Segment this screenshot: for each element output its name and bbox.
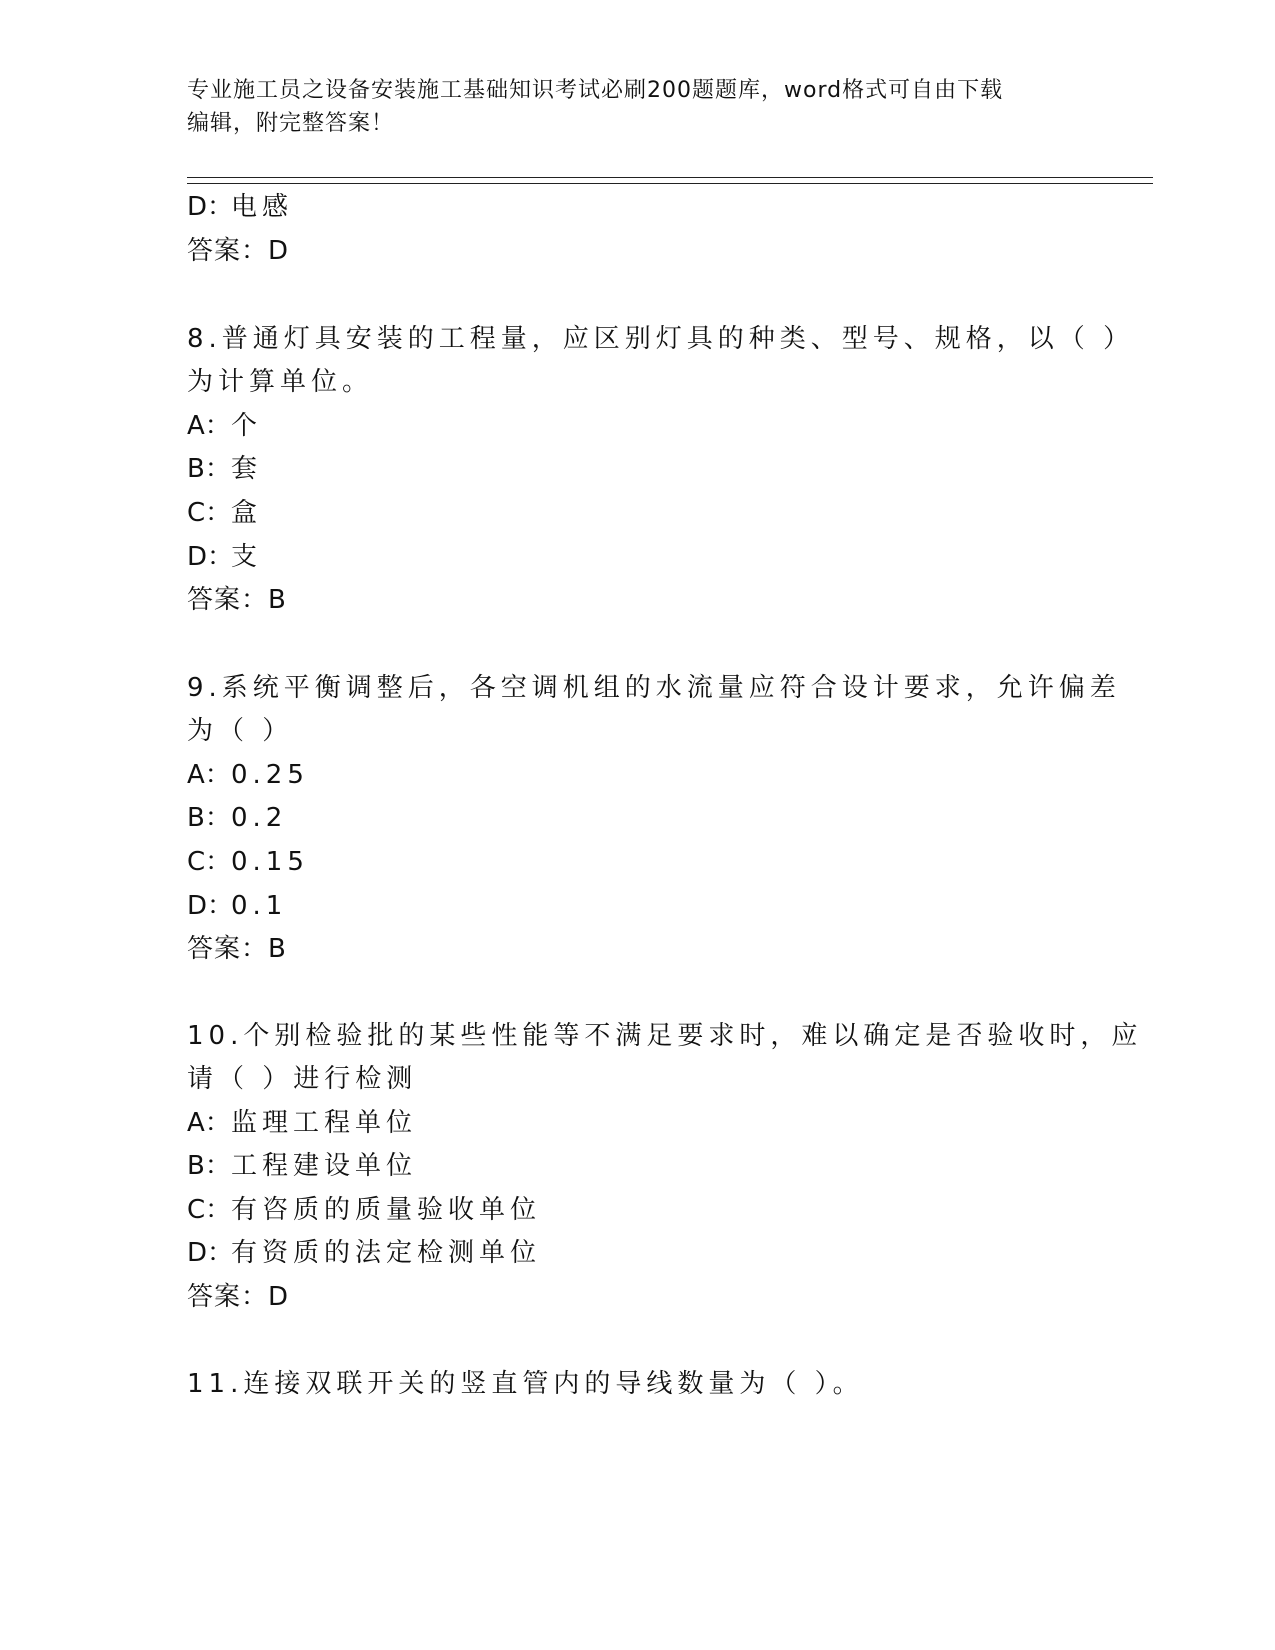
question-10-answer: 答案：D — [187, 1282, 290, 1312]
option-text: 电感 — [231, 192, 294, 222]
header-double-rule — [187, 177, 1153, 184]
option-text: 监理工程单位 — [231, 1108, 418, 1138]
option-text: 有资质的法定检测单位 — [231, 1238, 542, 1268]
question-8-option-d — [187, 536, 262, 573]
question-10-stem-line-2: 请（ ）进行检测 — [187, 1064, 418, 1094]
question-8-stem-line-2: 为计算单位。 — [187, 367, 374, 397]
option-letter: B： — [187, 803, 231, 833]
question-9-option-a — [187, 754, 309, 791]
option-letter: A： — [187, 1108, 231, 1138]
question-9-option-c — [187, 841, 309, 878]
option-text: 盒 — [231, 498, 263, 528]
option-letter: D： — [187, 891, 234, 921]
option-text: 0.2 — [231, 803, 288, 833]
option-text: 工程建设单位 — [231, 1151, 418, 1181]
question-8-stem-line-1: 8.普通灯具安装的工程量，应区别灯具的种类、型号、规格，以（ ） — [187, 324, 1135, 354]
option-letter: A： — [187, 411, 231, 441]
question-11-stem-line-1: 11.连接双联开关的竖直管内的导线数量为（ ）。 — [187, 1369, 864, 1399]
option-letter: A： — [187, 760, 231, 790]
option-text: 0.25 — [231, 760, 309, 790]
header-title-line-2: 编辑，附完整答案！ — [187, 111, 395, 136]
option-letter: B： — [187, 1151, 231, 1181]
option-letter: D： — [187, 542, 234, 572]
option-text: 0.1 — [231, 891, 288, 921]
question-10-option-b — [187, 1145, 417, 1182]
question-10-stem-line-1: 10.个别检验批的某些性能等不满足要求时，难以确定是否验收时，应 — [187, 1021, 1143, 1051]
option-text: 个 — [231, 411, 263, 441]
option-letter: C： — [187, 498, 232, 528]
question-10-option-c — [187, 1189, 541, 1226]
question-9-stem-line-2: 为（ ） — [187, 716, 294, 746]
option-text: 套 — [231, 454, 263, 484]
option-letter: B： — [187, 454, 231, 484]
question-7-answer: 答案：D — [187, 236, 290, 266]
option-letter: C： — [187, 1195, 232, 1225]
option-text: 支 — [231, 542, 263, 572]
question-8-answer: 答案：B — [187, 585, 287, 615]
question-9-stem-line-1: 9.系统平衡调整后，各空调机组的水流量应符合设计要求，允许偏差 — [187, 673, 1121, 703]
question-7-option-d — [187, 186, 293, 223]
question-9-answer: 答案：B — [187, 934, 287, 964]
question-8-option-c — [187, 492, 262, 529]
header-title-line-1: 专业施工员之设备安装施工基础知识考试必刷200题题库，word格式可自由下载 — [187, 78, 1004, 103]
question-10-option-d — [187, 1232, 541, 1269]
option-text: 有咨质的质量验收单位 — [231, 1195, 542, 1225]
question-9-option-b — [187, 797, 287, 834]
question-8-option-a — [187, 405, 262, 442]
question-9-option-d — [187, 885, 287, 922]
option-letter: C： — [187, 847, 232, 877]
option-letter: D： — [187, 1238, 234, 1268]
option-text: 0.15 — [231, 847, 309, 877]
page-header — [187, 74, 1067, 140]
option-letter: D： — [187, 192, 234, 222]
question-8-option-b — [187, 448, 262, 485]
question-10-option-a — [187, 1102, 417, 1139]
